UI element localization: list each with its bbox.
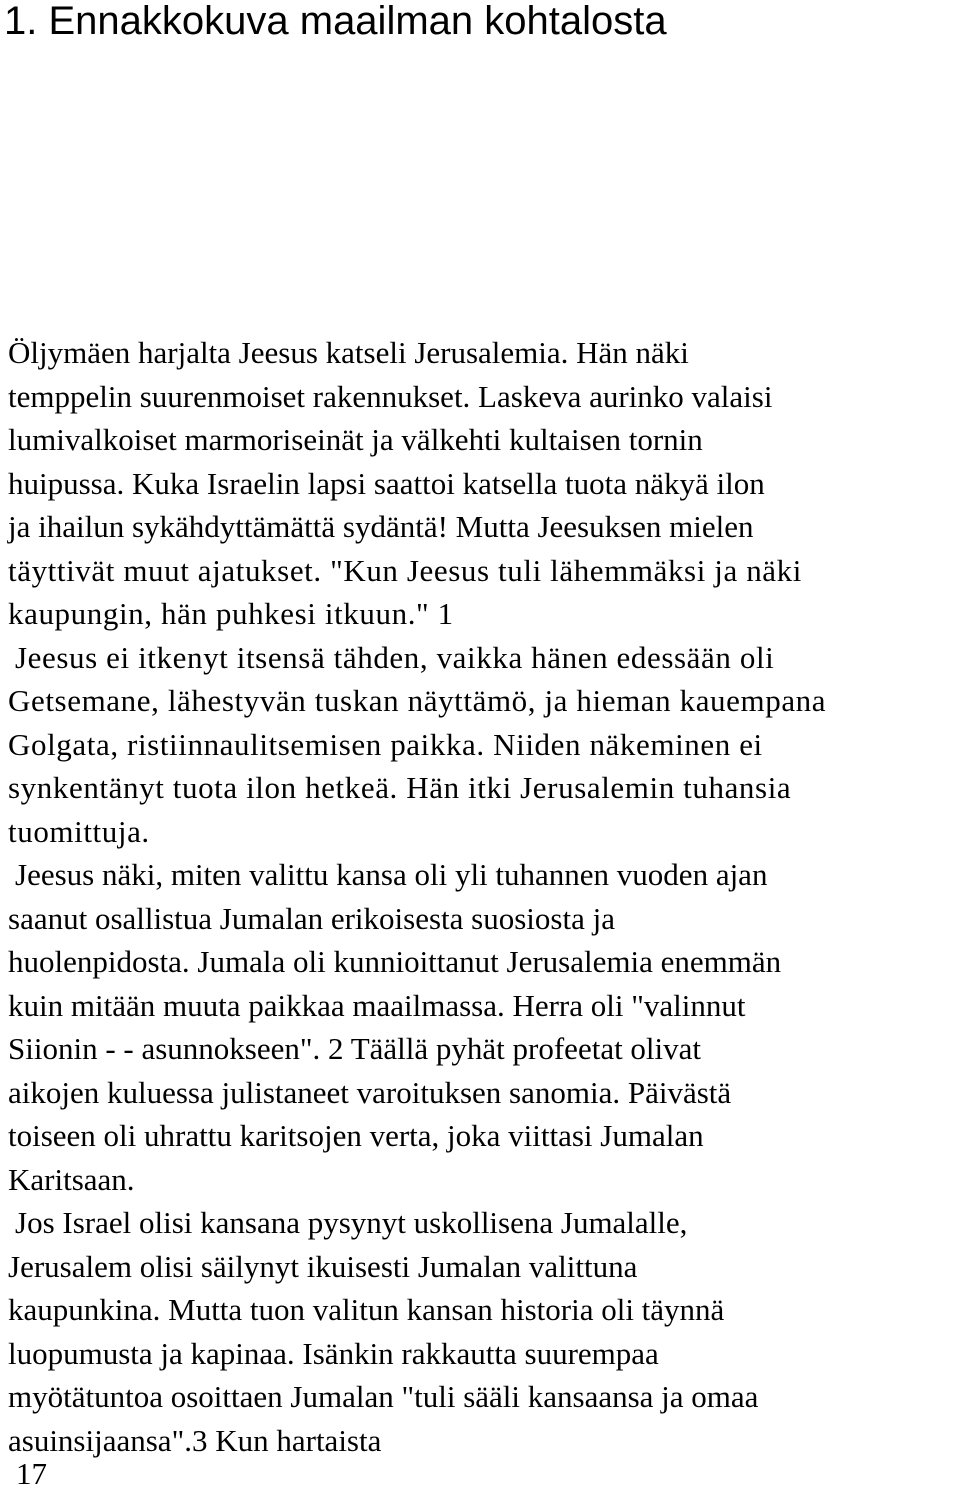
text-line: huipussa. Kuka Israelin lapsi saattoi katsella tuota näkyä ilon	[8, 465, 765, 501]
text-line: Jeesus ei itkenyt itsensä tähden, vaikka hänen edessään oli	[15, 639, 775, 675]
text-line: Jos Israel olisi kansana pysynyt uskollisena Jumalalle,	[15, 1205, 688, 1240]
text-line: luopumusta ja kapinaa. Isänkin rakkautta suurempaa	[8, 1335, 659, 1371]
text-line: toiseen oli uhrattu karitsojen verta, joka viittasi Jumalan	[8, 1118, 704, 1153]
text-line: asuinsijaansa".3 Kun hartaista	[8, 1422, 382, 1458]
text-line: täyttivät muut ajatukset. "Kun Jeesus tuli lähemmäksi ja näki	[8, 552, 802, 588]
text-line: kuin mitään muuta paikkaa maailmassa. Herra oli "valinnut	[8, 987, 746, 1023]
text-line: synkentänyt tuota ilon hetkeä. Hän itki Jerusalemin tuhansia	[8, 770, 792, 805]
text-line: Jerusalem olisi säilynyt ikuisesti Jumalan valittuna	[8, 1248, 638, 1284]
text-line: lumivalkoiset marmoriseinät ja välkehti kultaisen tornin	[8, 422, 703, 457]
text-line: aikojen kuluessa julistaneet varoituksen sanomia. Päivästä	[8, 1074, 732, 1110]
text-line: huolenpidosta. Jumala oli kunnioittanut Jerusalemia enemmän	[8, 944, 782, 979]
text-line: Karitsaan.	[8, 1161, 135, 1197]
text-line: myötätuntoa osoittaen Jumalan "tuli sääli kansaansa ja omaa	[8, 1379, 759, 1414]
page-number: 17	[16, 1456, 47, 1491]
text-line: Getsemane, lähestyvän tuskan näyttämö, ja hieman kauempana	[8, 683, 827, 718]
text-line: temppelin suurenmoiset rakennukset. Laskeva aurinko valaisi	[8, 378, 773, 414]
body-text	[8, 331, 960, 1462]
page-title: 1. Ennakkokuva maailman kohtalosta	[4, 0, 667, 43]
text-line: kaupunkina. Mutta tuon valitun kansan historia oli täynnä	[8, 1292, 725, 1327]
text-line: saanut osallistua Jumalan erikoisesta suosiosta ja	[8, 900, 615, 936]
text-line: kaupungin, hän puhkesi itkuun." 1	[8, 596, 454, 631]
text-line: ja ihailun sykähdyttämättä sydäntä! Mutta Jeesuksen mielen	[8, 509, 754, 544]
text-line: Jeesus näki, miten valittu kansa oli yli tuhannen vuoden ajan	[15, 857, 768, 892]
text-line: Öljymäen harjalta Jeesus katseli Jerusalemia. Hän näki	[8, 335, 689, 370]
text-line: Golgata, ristiinnaulitsemisen paikka. Niiden näkeminen ei	[8, 726, 763, 762]
text-line: tuomittuja.	[8, 813, 150, 849]
text-line: Siionin - - asunnokseen". 2 Täällä pyhät profeetat olivat	[8, 1031, 702, 1066]
